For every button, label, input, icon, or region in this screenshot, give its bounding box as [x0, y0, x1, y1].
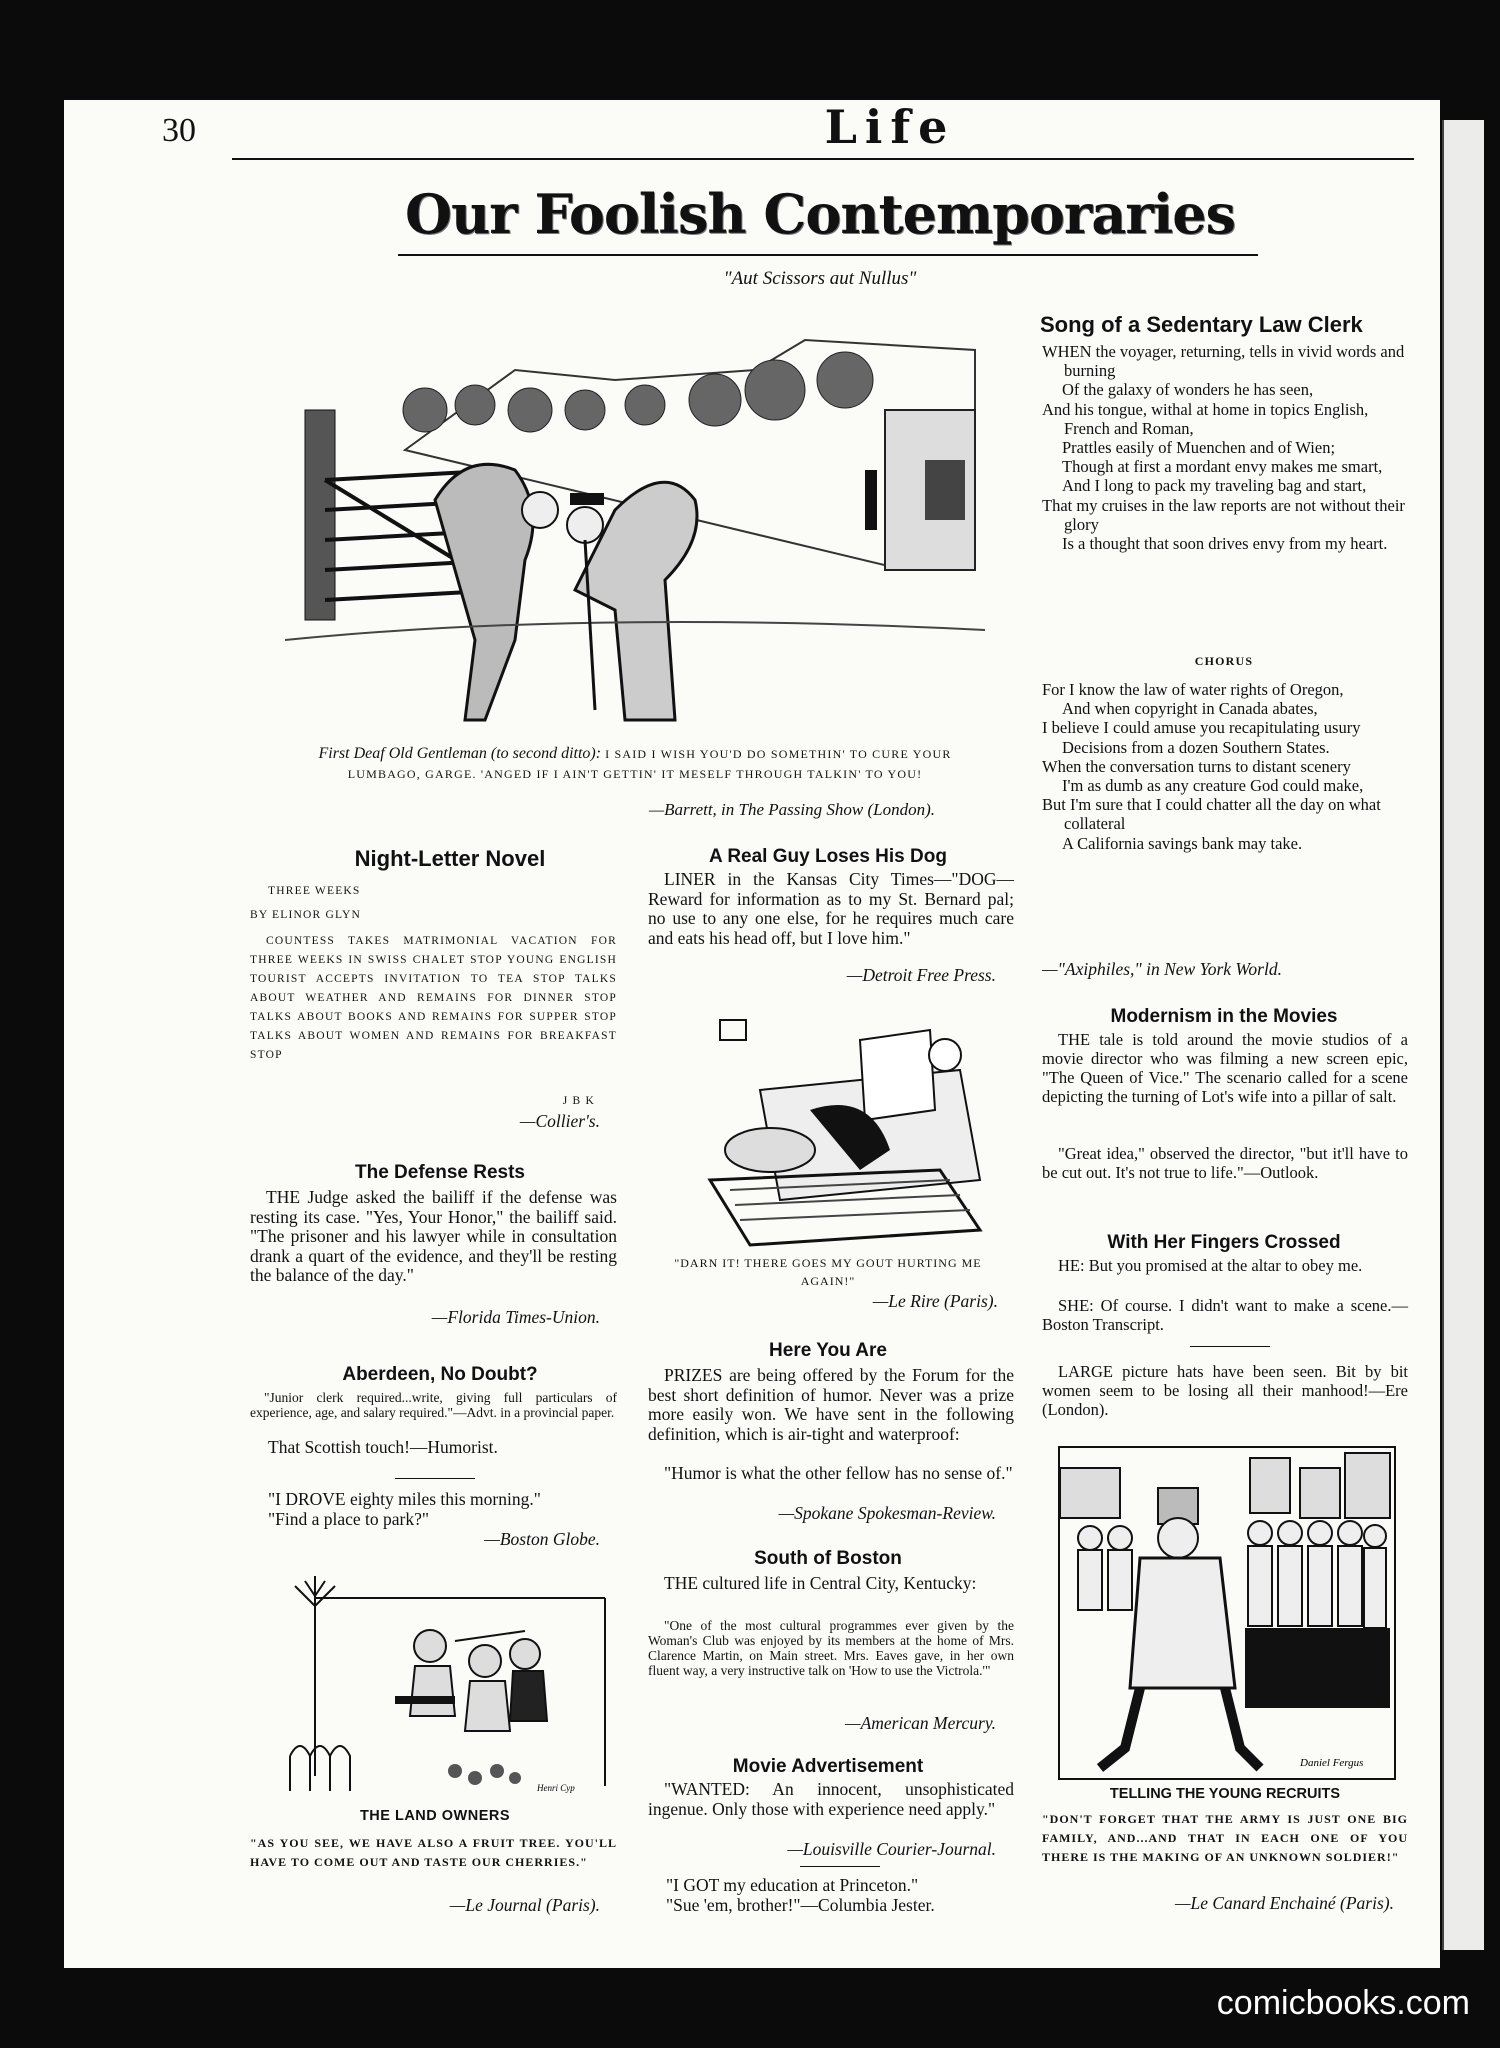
- gout-caption: "DARN IT! THERE GOES MY GOUT HURTING ME AGAIN!": [674, 1256, 982, 1288]
- section-title: Our Foolish Contemporaries: [404, 182, 1236, 246]
- song-line: That my cruises in the law reports are not without their glory: [1042, 495, 1405, 534]
- song-line: Is a thought that soon drives envy from my heart.: [1062, 534, 1388, 554]
- song-line: Though at first a mordant envy makes me smart,: [1062, 457, 1383, 477]
- next-page-edge: [1442, 120, 1484, 1950]
- song-line: When the conversation turns to distant scenery: [1042, 756, 1351, 776]
- song-stanza-1: [1042, 342, 1406, 553]
- song-line: WHEN the voyager, returning, tells in vivid words and burning: [1042, 342, 1405, 381]
- movie-ad-title: Movie Advertisement: [732, 1756, 924, 1777]
- recruits-signature: Daniel Fergus: [1300, 1757, 1364, 1769]
- gout-credit: —Le Rire (Paris).: [872, 1291, 998, 1311]
- drove-line1: "I DROVE eighty miles this morning.": [268, 1489, 541, 1509]
- princeton-line2: "Sue 'em, brother!"—Columbia Jester.: [666, 1895, 935, 1915]
- song-chorus-label: CHORUS: [1194, 654, 1254, 668]
- recruits-title: TELLING THE YOUNG RECRUITS: [1109, 1786, 1341, 1802]
- defense-title: The Defense Rests: [354, 1162, 525, 1183]
- song-line: And I long to pack my traveling bag and start,: [1062, 476, 1367, 496]
- recruits-quote: "DON'T FORGET THAT THE ARMY IS JUST ONE BIG FAMILY, AND...AND THAT IN EACH ONE OF YOU THERE IS THE MAKING OF AN UNKNOWN SOLDIER!": [1042, 1812, 1408, 1864]
- defense-body: THE Judge asked the bailiff if the defense was resting its case. "Yes, Your Honor," the bailiff said. "The prisoner and his lawyer while in consultation drank a quart of the evidence, and they'll be resting the balance of the day.": [250, 1187, 617, 1285]
- song-line: Prattles easily of Muenchen and of Wien;: [1062, 438, 1336, 458]
- princeton-line1: "I GOT my education at Princeton.": [666, 1875, 919, 1895]
- song-line: And his tongue, withal at home in topics English, French and Roman,: [1042, 399, 1369, 438]
- night-letter-author: BY ELINOR GLYN: [250, 909, 362, 921]
- divider: [395, 1478, 475, 1479]
- header-rule: [232, 158, 1414, 160]
- real-guy-body: LINER in the Kansas City Times—"DOG—Reward for information as to my St. Bernard pal; no use to any one else, for he requires much care and eats his head off, but I love him.": [648, 869, 1014, 948]
- night-letter-book: THREE WEEKS: [268, 885, 361, 897]
- masthead: Life: [824, 100, 956, 154]
- here-you-are-body: PRIZES are being offered by the Forum for the best short definition of humor. Never was a prize more easily won. We have sent in the following definition, which is air-tight and waterproof:: [648, 1365, 1014, 1444]
- page-number: 30: [162, 112, 196, 149]
- divider: [1190, 1346, 1270, 1347]
- real-guy-credit: —Detroit Free Press.: [846, 965, 996, 985]
- fingers-title: With Her Fingers Crossed: [1107, 1232, 1341, 1253]
- modernism-body: THE tale is told around the movie studios of a movie director who was filming a new screen epic, "The Queen of Vice." The scenario called for a scene depicting the turning of Lot's wife into a pillar of salt.: [1042, 1030, 1408, 1106]
- song-line: But I'm sure that I could chatter all the day on what collateral: [1042, 795, 1381, 834]
- modernism-title: Modernism in the Movies: [1110, 1006, 1338, 1027]
- land-owners-signature: Henri Cyp: [537, 1783, 575, 1793]
- song-stanza-2: [1042, 680, 1406, 853]
- defense-credit: —Florida Times-Union.: [431, 1307, 600, 1327]
- south-boston-body: THE cultured life in Central City, Kentucky:: [664, 1573, 977, 1593]
- aberdeen-line: That Scottish touch!—Humorist.: [268, 1437, 498, 1457]
- movie-ad-credit: —Louisville Courier-Journal.: [787, 1839, 996, 1859]
- land-owners-title: THE LAND OWNERS: [359, 1808, 511, 1824]
- drove-line2: "Find a place to park?": [268, 1509, 430, 1529]
- south-boston-credit: —American Mercury.: [845, 1713, 996, 1733]
- song-line: A California savings bank may take.: [1062, 833, 1303, 853]
- aberdeen-quote: "Junior clerk required...write, giving full particulars of experience, age, and salary required."—Advt. in a provincial paper.: [250, 1390, 617, 1420]
- song-line: And when copyright in Canada abates,: [1062, 699, 1318, 719]
- recruits-credit: —Le Canard Enchainé (Paris).: [1174, 1893, 1394, 1913]
- modernism-body-2: "Great idea," observed the director, "but it'll have to be cut out. It's not true to life."—Outlook.: [1042, 1144, 1408, 1182]
- here-you-are-title: Here You Are: [769, 1340, 887, 1361]
- land-owners-credit: —Le Journal (Paris).: [449, 1895, 600, 1915]
- motto: "Aut Scissors aut Nullus": [723, 268, 917, 289]
- cartoon1-caption-text: I SAID I WISH YOU'D DO SOMETHIN' TO CURE YOUR LUMBAGO, GARGE. 'ANGED IF I AIN'T GETTIN' IT MESELF THROUGH TALKIN' TO YOU!: [347, 747, 952, 781]
- watermark: comicbooks.com: [1216, 1984, 1470, 2022]
- cartoon1-credit: —Barrett, in The Passing Show (London).: [648, 800, 935, 819]
- cartoon1-caption-speaker: First Deaf Old Gentleman (to second ditto):: [318, 745, 602, 762]
- song-line: I'm as dumb as any creature God could make,: [1062, 776, 1364, 796]
- aberdeen-title: Aberdeen, No Doubt?: [342, 1364, 538, 1385]
- night-letter-body: COUNTESS TAKES MATRIMONIAL VACATION FOR THREE WEEKS IN SWISS CHALET STOP YOUNG ENGLISH TOURIST ACCEPTS INVITATION TO TEA STOP TALKS ABOUT WEATHER AND REMAINS FOR DINNER STOP TALKS ABOUT BOOKS AND REMAINS FOR SUPPER STOP TALKS ABOUT WOMEN AND REMAINS FOR BREAKFAST STOP: [250, 935, 617, 1061]
- south-boston-title: South of Boston: [754, 1548, 902, 1569]
- movie-ad-body: "WANTED: An innocent, unsophisticated ingenue. Only those with experience need apply.": [648, 1779, 1014, 1819]
- here-you-are-quote: "Humor is what the other fellow has no sense of.": [664, 1463, 1013, 1483]
- drove-credit: —Boston Globe.: [484, 1529, 600, 1549]
- real-guy-title: A Real Guy Loses His Dog: [709, 846, 947, 867]
- section-title-rule: [398, 254, 1258, 256]
- cartoon1-caption: [305, 744, 965, 784]
- land-owners-cartoon: [275, 1566, 615, 1806]
- divider: [800, 1866, 880, 1867]
- south-boston-quote: "One of the most cultural programmes ever given by the Woman's Club was enjoyed by its members at the home of Mrs. Clarence Martin, on Main street. Mrs. Eaves gave, in her own fluent way, a very instructive talk on 'How to use the Victrola.'": [648, 1618, 1014, 1678]
- fingers-line1: HE: But you promised at the altar to obey me.: [1058, 1256, 1363, 1275]
- gout-cartoon: [660, 1000, 1010, 1250]
- song-line: Decisions from a dozen Southern States.: [1062, 737, 1330, 757]
- night-letter-signature: J B K: [562, 1095, 595, 1107]
- song-line: For I know the law of water rights of Oregon,: [1042, 680, 1344, 699]
- here-you-are-credit: —Spokane Spokesman-Review.: [778, 1503, 996, 1523]
- song-credit: —"Axiphiles," in New York World.: [1042, 959, 1282, 979]
- song-title: Song of a Sedentary Law Clerk: [1040, 312, 1363, 337]
- hats-body: LARGE picture hats have been seen. Bit by bit women seem to be losing all their manhood!—Ere (London).: [1042, 1362, 1408, 1419]
- song-line: Of the galaxy of wonders he has seen,: [1062, 380, 1314, 400]
- recruits-cartoon: [1058, 1446, 1396, 1780]
- deaf-gentlemen-cartoon: [285, 310, 985, 740]
- fingers-line2: SHE: Of course. I didn't want to make a scene.—Boston Transcript.: [1042, 1296, 1408, 1334]
- night-letter-title: Night-Letter Novel: [354, 846, 546, 871]
- land-owners-quote: "AS YOU SEE, WE HAVE ALSO A FRUIT TREE. YOU'LL HAVE TO COME OUT AND TASTE OUR CHERRIES.": [250, 1836, 617, 1869]
- night-letter-credit: —Collier's.: [519, 1111, 600, 1131]
- song-line: I believe I could amuse you recapitulating usury: [1042, 718, 1361, 738]
